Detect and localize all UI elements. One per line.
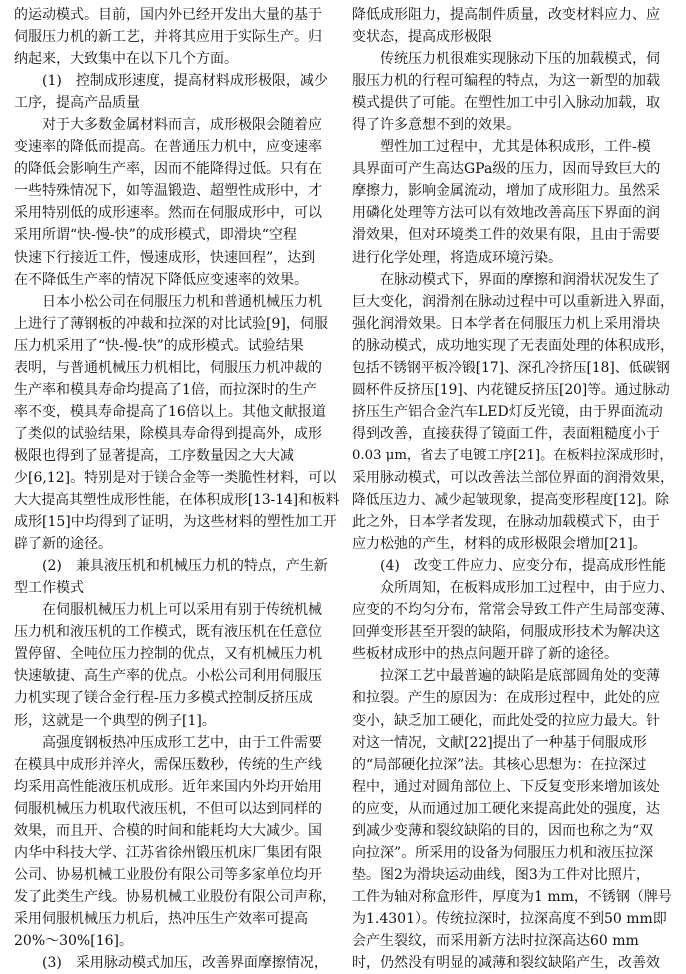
text-line: 模式提供了可能。在塑性加工中引入脉动加载，取 [352,95,660,112]
text-line: 的“局部硬化拉深”法。其核心思想为：在拉深过 [352,756,647,773]
text-line: 和拉裂。产生的原因为：在成形过程中，此处的应 [352,690,660,707]
text-line: 摩擦力，影响金属流动，增加了成形阻力。虽然采 [352,183,660,200]
text-line: 为1.4301）。传统拉深时，拉深高度不到50 mm即 [352,910,667,927]
text-line: 生产率和模具寿命均提高了1倍，而拉深时的生产 [14,381,317,398]
text-line: 包括不锈钢平板冷锻[17]、深孔冷挤压[18]、低碳钢 [352,359,670,376]
text-line: 一些特殊情况下，如等温锻造、超塑性成形中，才 [14,183,322,200]
text-line: 回弹变形甚至开裂的缺陷，伺服成形技术为解决这 [352,624,660,641]
text-line: 采用所谓“快-慢-快”的成形模式，即滑块“空程 [14,227,297,244]
text-line: 程中，通过对圆角部位上、下反复变形来增加该处 [352,778,660,795]
text-line: 服压力机的行程可编程的特点，为这一新型的加载 [352,73,660,90]
text-line: (3) 采用脉动模式加压，改善界面摩擦情况， [14,955,328,972]
text-line: 应力松弛的产生，材料的成形极限会增加[21]。 [352,536,647,553]
text-line: 快速敏捷、高生产率的优点。小松公司利用伺服压 [14,668,322,685]
text-line: 巨大变化，润滑剂在脉动过程中可以重新进入界面， [352,293,674,310]
text-line: 表明，与普通机械压力机相比，伺服压力机冲裁的 [14,359,322,376]
text-line: 内华中科技大学、江苏省徐州锻压机床厂集团有限 [14,844,322,861]
text-line: 形，这就是一个典型的例子[1]。 [14,712,216,729]
text-line: 极限也得到了显著提高，工序数量因之大大减 [14,447,294,464]
text-line: 在不降低生产率的情况下降低应变速率的效果。 [14,271,308,288]
text-line: 采用伺服机械压力机后，热冲压生产效率可提高 [14,910,308,927]
text-line: 具界面可产生高达GPa级的压力，因而导致巨大的 [352,161,661,178]
text-line: 圆杯件反挤压[19]、内花键反挤压[20]等。通过脉动 [352,381,670,398]
text-line: 少[6,12]。特别是对于镁合金等一类脆性材料，可以 [14,469,337,486]
text-line: 在模具中成形并淬火，需保压数秒，传统的生产线 [14,756,322,773]
text-line: 时，仍然没有明显的减薄和裂纹缺陷产生，改善效 [352,955,660,972]
text-line: 公司、协易机械工业股份有限公司等多家单位均开 [14,866,322,883]
text-line: 的降低会影响生产率，因而不能降得过低。只有在 [14,161,322,178]
text-line: 上进行了薄钢板的冲裁和拉深的对比试验[9]，伺服 [14,315,328,332]
text-line: 应变的不均匀分布，常常会导致工件产生局部变薄、 [352,602,674,619]
text-line: 力机实现了镁合金行程-压力多模式控制反挤压成 [14,690,313,707]
text-line: 此之外，日本学者发现，在脉动加载模式下，由于 [352,514,660,531]
text-line: 些板材成形中的热点问题开辟了新的途径。 [352,646,618,663]
text-line: 工序，提高产品质量 [14,95,140,112]
text-line: 型工作模式 [14,580,84,597]
text-line: 的运动模式。目前，国内外已经开发出大量的基于 [14,7,322,23]
text-line: 会产生裂纹，而采用新方法时拉深高达60 mm [352,932,639,949]
text-line: 效果，而且开、合模的时间和能耗均大大减少。国 [14,822,322,839]
text-line: 挤压生产铝合金汽车LED灯反光镜，由于界面流动 [352,403,663,420]
text-line: 的应变，从而通过加工硬化来提高此处的强度，达 [352,800,660,817]
text-line: 20%～30%[16]。 [14,932,133,949]
text-line: 向拉深”。所采用的设备为伺服压力机和液压拉深 [352,844,654,861]
text-line: 压力机和液压机的工作模式，既有液压机在任意位 [14,624,322,641]
text-line: 压力机采用了“快-慢-快”的成形模式。试验结果 [14,337,304,354]
text-line: 在伺服机械压力机上可以采用有别于传统机械 [14,602,322,619]
text-line: 采用特别低的成形速率。然而在伺服成形中，可以 [14,205,322,222]
text-line: 变速率的降低而提高。在普通压力机中，应变速率 [14,139,322,156]
text-line: 变状态，提高成形极限 [352,29,492,46]
text-line: 强化润滑效果。日本学者在伺服压力机上采用滑块 [352,315,660,332]
text-line: 置停留、全吨位压力控制的优点，又有机械压力机 [14,646,322,663]
text-line: 得到改善，直接获得了镜面工件，表面粗糙度小于 [352,425,660,442]
text-line: 发了此类生产线。协易机械工业股份有限公司声称， [14,888,336,905]
text-line: 拉深工艺中最普遍的缺陷是底部圆角处的变薄 [352,668,660,685]
text-line: 高强度钢板热冲压成形工艺中，由于工件需要 [14,734,322,751]
text-line: 日本小松公司在伺服压力机和普通机械压力机 [14,293,322,310]
text-line: 到减少变薄和裂纹缺陷的目的，因而也称之为“双 [352,822,654,839]
text-line: 率不变，模具寿命提高了16倍以上。其他文献报道 [14,403,326,420]
text-line: 垫。图2为滑块运动曲线，图3为工件对比照片， [352,866,650,883]
text-line: 均采用高性能液压机成形。近年来国内外均开始用 [14,778,322,795]
text-line: 降低成形阻力，提高制件质量，改变材料应力、应 [352,7,660,23]
text-line: 得了许多意想不到的效果。 [352,117,520,134]
text-line: (1) 控制成形速度，提高材料成形极限，减少 [14,73,328,90]
text-line: 变小，缺乏加工硬化，而此处受的拉应力最大。针 [352,712,660,729]
text-line: 用磷化处理等方法可以有效地改善高压下界面的润 [352,205,660,222]
text-line: 快速下行接近工件，慢速成形，快速回程”，达到 [14,249,316,266]
right-column [352,4,674,974]
text-line: 辟了新的途径。 [14,536,112,553]
text-line: 0.03 μm，省去了电镀工序[21]。在板料拉深成形时， [352,447,673,463]
left-column [14,4,344,974]
text-line: 对这一情况，文献[22]提出了一种基于伺服成形 [352,734,647,751]
text-line: 纳起来，大致集中在以下几个方面。 [14,51,238,68]
text-line: 工件为轴对称盒形件，厚度为1 mm，不锈钢（牌号 [352,888,672,905]
text-line: 众所周知，在板料成形加工过程中，由于应力、 [352,580,674,597]
text-line: 在脉动模式下，界面的摩擦和润滑状况发生了 [352,271,660,288]
text-line: 进行化学处理，将造成环境污染。 [352,249,562,266]
text-line: 塑性加工过程中，尤其是体积成形，工件-模 [352,139,651,156]
text-line: 对于大多数金属材料而言，成形极限会随着应 [14,117,322,134]
text-line: 大大提高其塑性成形性能，在体积成形[13-14]和板料 [14,492,340,509]
text-line: 的脉动模式，成功地实现了无表面处理的体积成形， [352,337,674,354]
text-line: 传统压力机很难实现脉动下压的加载模式，伺 [352,51,660,68]
text-line: 了类似的试验结果，除模具寿命得到提高外，成形 [14,425,322,442]
text-line: 伺服压力机的新工艺，并将其应用于实际生产。归 [14,29,322,46]
text-line: (4) 改变工件应力、应变分布，提高成形性能 [352,558,666,575]
text-line: 采用脉动模式，可以改善法兰部位界面的润滑效果， [352,469,674,486]
text-line: 伺服机械压力机取代液压机，不但可以达到同样的 [14,800,322,817]
text-line: (2) 兼具液压机和机械压力机的特点，产生新 [14,558,328,575]
text-line: 成形[15]中均得到了证明，为这些材料的塑性加工开 [14,514,337,531]
text-line: 滑效果，但对环境类工件的效果有限，且由于需要 [352,227,660,244]
text-line: 降低压边力、减少起皱现象，提高变形程度[12]。除 [352,492,669,509]
